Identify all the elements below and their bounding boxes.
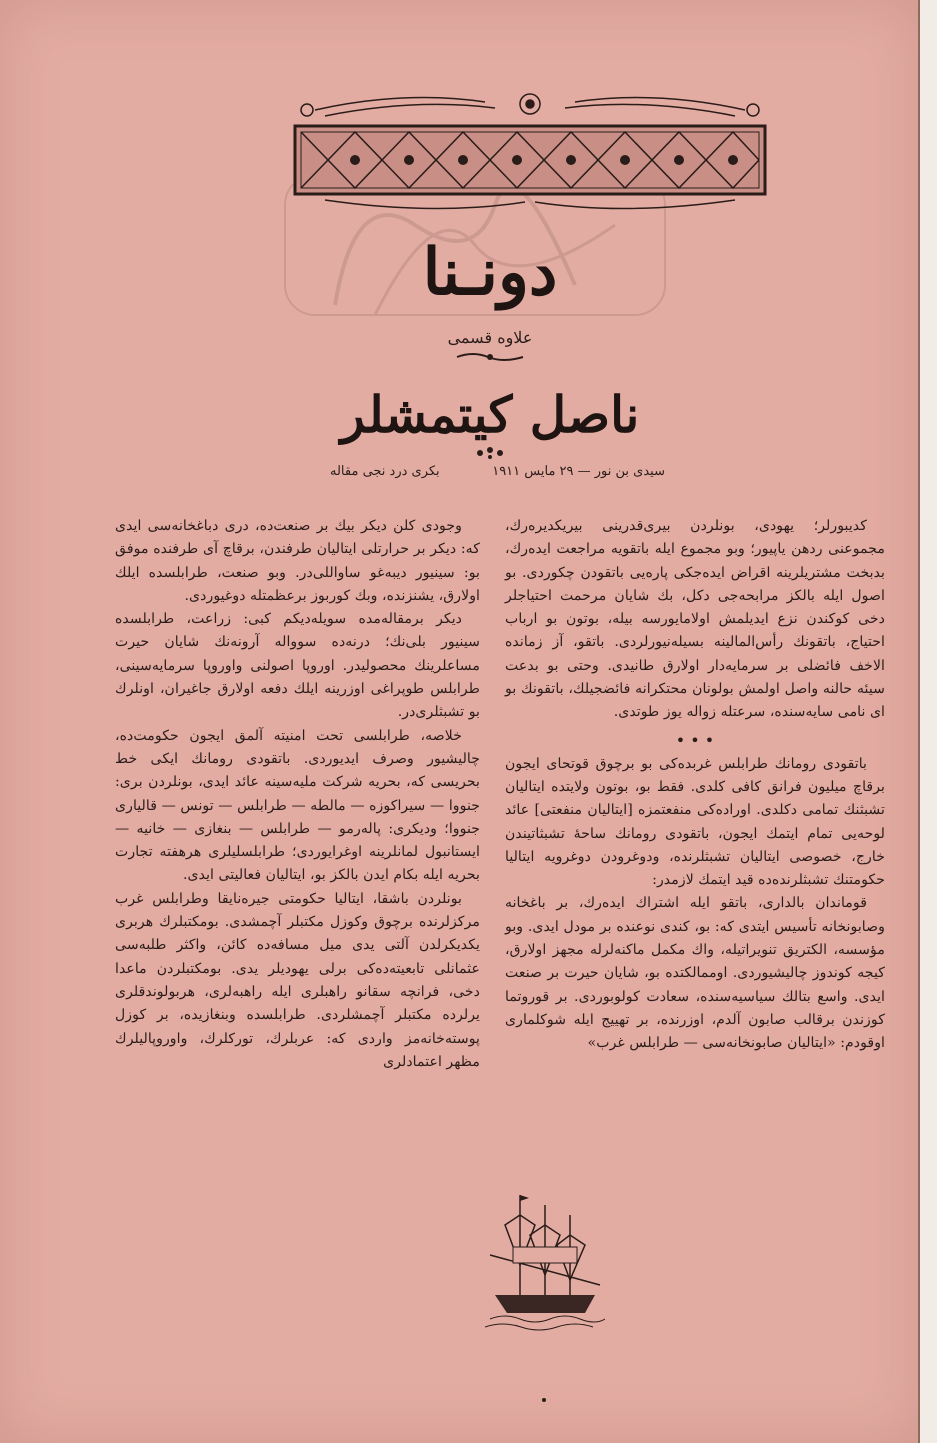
title-ornament [470,446,510,460]
paragraph: کدیبورلر؛ یهودی، بونلردن بیری‌قدرینی بیریکدیره‌رك، مجموعنی ردهن یاپیور؛ وبو مجموع ایله باتقویه مراجعت ایده‌رك، بدبخت مشتریلرینه اقراض ایده‌جکی پاره‌یی باتقودن چکوردی. بو اصول ایله بالکز مرابحه‌جی دکل، بك شایان مرحمت احتیاجلر دخی کوکندن نزع ایدیلمش اولامایورسه‌ بیله، بوتون بو ارباب احتیاج، باتقونك رأس‌المالینه بسیله‌نیورلردی. باتقو، آز زمانده الاخف فائضلی بر سرمایه‌دار اولارق طانیدی. وحتی بو بدعت سیئه حالنه واصل اولمش بولونان محتکرانه فائضجیلك، باتقونك بو ای نامی سایه‌سنده، سرعتله زواله یوز طوتدی. [505,518,885,721]
ship-vignette [485,1185,605,1335]
header-ornament [285,88,775,218]
page-edge [918,0,937,1443]
left-column [115,515,480,1074]
masthead-title: دونـنا [422,235,558,310]
paragraph: خلاصه، طرابلسی تحت امنیته آلمق ایجون حکومت‌ده، چالیشیور وصرف ایدیوردی. باتقودی رومانك ایکی خط بحریسی که، بحریه شرکت ملیه‌سینه عائد ایدی، بونلردن بری: جنووا — سیراکوزه — مالطه — طرابلس — تونس — قالیاری جنووا؛ ودیکری: پاله‌رمو — طرابلس — بنغازی — خانیه — ایستانبول لمانلرینه اوغرایوردی؛ طرابلسلیلری هرهفته تجارت بحریه ایله بکام ایدن بالکز بو، ایتالیان فعالیتی ایدی. [115,727,480,884]
dateline: سیدی بن نور — ۲۹ مایس ۱۹۱۱ [492,464,665,479]
section-label: علاوه قسمی [447,328,533,347]
right-column [505,515,885,1056]
paragraph: بونلردن باشقا، ایتالیا حکومتی جیره‌نایقا وطرابلس غرب مرکزلرنده برچوق وکوزل مکتبلر آچمشدی. بومکتبلرك هربری یکدیکرلدن آلتی یدی میل مسافه‌ده کائن، واکثر طلبه‌سی عثمانلی تابعیته‌ده‌کی برلی یهودیلر یدی. بومکتبلردن ماعدا دخی، فرانچه سقانو راهبلری ایله راهبه‌لری، هربولوندقلری یرلرده مکتبلر آچمشلردی. طرابلسده وبنغازیده، بر کوزل پوسته‌خانه‌مز واردی که: عربلرك، تورکلرك، واوروپالیلرك مظهر اعتمادلری [115,890,480,1070]
series-label: بکری درد نجی مقاله [330,464,440,479]
section-divider: • • • [675,730,715,750]
paragraph: باتقودی رومانك طرابلس غربده‌کی بو برچوق قوتحای ایجون برقاچ میلیون فرانق کافی کلدی. فقط بو، بوتون ولایتده ایتالیان تشبثنك تمامی دکلدی. اوراده‌کی منفعتمزه [ایتالیان منفعتی] عائد لوحه‌یی تمام ایتمك ایجون، باتقودی رومانك ساحهٔ تشبثاتیندن خارج، خصوصی ایتالیان تشبثلرنده، ودوغرودن دوغرویه ایتالیا حکومتنك تشبثلرنده‌ده قید ایتمك لازمدر: [505,755,885,889]
page-mark [542,1398,546,1402]
byline [330,462,665,484]
paragraph: دیکر برمقاله‌مده سویله‌دیکم کبی: زراعت، طرابلسده سینیور بلی‌نك؛ درنه‌ده سوواله آرونه‌نك شایان حیرت مساعلرینك محصولیدر. اوروپا اصولنی واوروپا سرمایه‌سینی، طرابلس طوپراغی اوزرینه ایلك دفعه اولارق جاغیران، اونلرك بو تشبثلری‌در. [115,611,480,721]
paragraph: وجودی کلن دیکر بیك بر صنعت‌ده، دری دباغخانه‌سی ایدی که: دیکر بر حرارتلی ایتالیان طرفندن، برقاچ آی طرفنده موفق بو: سینیور دیبه‌غو ساواللی‌در. وبو صنعت، طرابلسده ایلك اولارق، یشنزنده، وبك کوربوز برعظمتله دوغیوردی. [115,518,480,604]
small-divider-ornament [455,350,525,364]
article-title: ناصل کیتمشلر [340,385,640,444]
paragraph: قوماندان بالداری، باتقو ایله اشتراك ایده‌رك، بر باغخانه وصابونخانه تأسیس ایتدی که: بو، کندی نوعنده بر مودل ایدی. وبو مؤسسه، الکتریق تنویراتیله، واك مکمل ماکنه‌لرله مجهز اولارق، کیجه کوندوز چالیشیوردی. اوممالکتده بو، شایان حیرت بر صنعت ایدی. واسع بتالك سیاسیه‌سنده، سعادت کولوبوردی. بر قوروتما کوزندن برقالب صابون آلدم، اوزرنده، بر تهییج ایله شوکلماری اوقودم: «ایتالیان صابونخانه‌سی — طرابلس غرب» [505,895,885,1052]
